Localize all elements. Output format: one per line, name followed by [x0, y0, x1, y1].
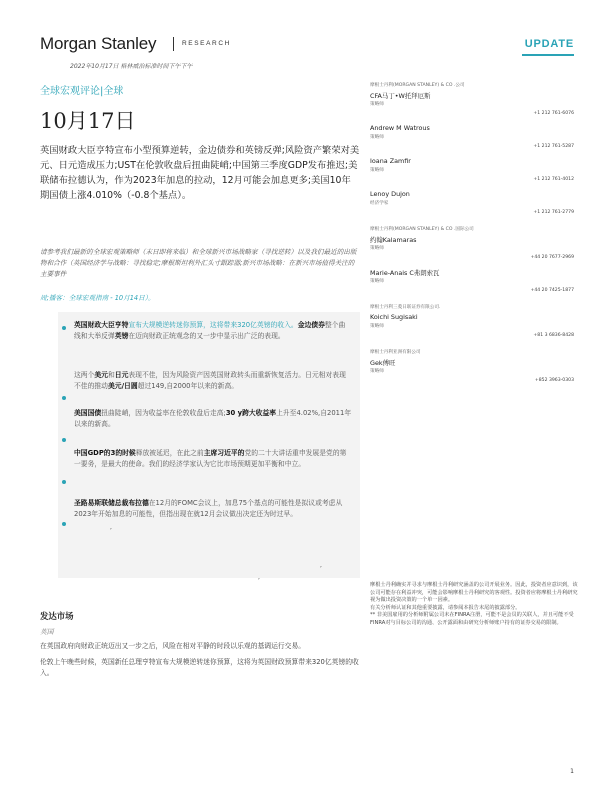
summary-text: 释放被延迟，在此之前: [135, 449, 204, 457]
analyst-phone: +1 212 761-4012: [533, 177, 574, 182]
section-heading: 发达市场: [40, 611, 74, 621]
bullet-column: [62, 312, 68, 578]
bold-term: 英镑: [114, 332, 129, 340]
summary-paragraph-china: [74, 448, 352, 470]
disclaimer-paragraph: 有关分析师认证和其他重要披露，请参阅本报告末尾的披露部分。: [370, 604, 521, 611]
title-block: [40, 82, 360, 203]
analyst-phone: +1 212 761-6076: [533, 111, 574, 116]
firm-name: 摩根士丹利亚洲有限公司: [370, 350, 421, 355]
analyst-entry: [370, 157, 574, 190]
stray-mark: ,: [320, 562, 322, 569]
analyst-role: 策略师: [370, 324, 384, 329]
stray-mark: ,: [110, 524, 112, 531]
analyst-phone: +44 20 7677-2969: [530, 255, 574, 260]
analyst-phone: +44 20 7425-1877: [530, 288, 574, 293]
analyst-name: Koichi Sugisaki: [370, 313, 418, 321]
bullet-icon: [62, 480, 66, 484]
headline: 英国财政大臣亨特宣布小型预算逆转，金边债券和英镑反弹;风险资产繁荣对美元、日元造成压力;UST在伦敦收盘后扭曲陡峭;中国第三季度GDP发布推迟;美联储布拉德认为，作为2023年加息的拉动，12月可能会加息更多;美国10年期国债上涨4.010%（-0.8个基点）。: [40, 145, 360, 201]
analyst-role: 经济学家: [370, 201, 389, 206]
bold-term: 圣路易斯联储总裁布拉德: [74, 499, 149, 507]
analyst-entry: [370, 235, 574, 268]
analyst-name: CFA马丁•W托拜厄斯: [370, 92, 431, 100]
analyst-role: 策略师: [370, 369, 384, 374]
summary-text: 党的二十大讲话重申发展是党的第一要务，是最大的使命。我们的经济学家认为它比市场预期更加平衡和中立。: [74, 449, 347, 468]
bullet-icon: [62, 396, 66, 400]
bold-term: 中国GDP的3的时候: [74, 449, 136, 457]
analyst-entry: [370, 268, 574, 301]
update-underline: [522, 54, 574, 56]
analyst-phone: +81 3 6836-8428: [533, 333, 574, 338]
summary-text: 整个曲线和大举反弹: [74, 321, 346, 340]
bold-term: 美国国债: [74, 409, 102, 417]
page-number: 1: [570, 768, 574, 775]
disclaimer-paragraph: 摩根士丹利确实并寻求与摩根士丹利研究涵盖的公司开展业务。因此，投资者应意识到，该公司可能存在利益冲突，可能会影响摩根士丹利研究的客观性。投资者应将摩根士丹利研究视为做出投资决策的一个单一因素。: [370, 582, 578, 603]
body-paragraph: 在英国政府向财政正统迈出又一步之后，风险在相对平静的时段以乐观的基调运行交易。: [40, 642, 306, 650]
summary-text: 上升至4.02%,自2011年以来的新高。: [74, 409, 352, 428]
report-date: 10月17日: [40, 109, 136, 133]
summary-paragraph-ust: [74, 408, 352, 430]
analyst-entry: [370, 190, 574, 223]
bold-term: 30 y跨大收益率: [225, 409, 277, 417]
bold-term: 金边债券: [297, 321, 325, 329]
summary-paragraph-uk: [74, 320, 352, 342]
podcast-link[interactable]: 周;播客：全球宏观指南 - 10月14日）。: [40, 294, 155, 302]
summary-text: 表现不佳，因为风险资产因英国财政转头而重新恢复活力。日元相对表现不佳的推动: [74, 371, 346, 390]
bold-term: 美元: [94, 371, 108, 379]
bold-term: 英国财政大臣亨特: [74, 321, 129, 329]
analyst-name: Ioana Zamfir: [370, 157, 411, 165]
summary-text: 在12月的FOMC会议上，加息75个基点的可能性是拟议或考虑从2023年开始加息的可能性，但指出现在就12月会议做出决定还为时过早。: [74, 499, 343, 518]
analyst-role: 策略师: [370, 246, 384, 251]
summary-paragraph-fed: [74, 498, 352, 520]
bold-term: 美元/日圆: [107, 382, 138, 390]
firm-name: 摩根士丹利(MORGAN STANLEY) & CO .公司: [370, 83, 465, 88]
disclaimer-paragraph: ** 非美国雇用的分析师附属公司未在FINRA注册，可能不是会员的关联人，并且可能不受FINRA对与目标公司的沟通、公开露面和由研究分析师账户持有的证券交易的限制。: [370, 612, 574, 626]
morgan-stanley-logo: Morgan Stanley: [40, 34, 157, 53]
analyst-role: 策略师: [370, 279, 384, 284]
bold-term: 日元: [114, 371, 129, 379]
inline-link[interactable]: 宣布大规模逆转迷你预算，这将带来320亿英镑的收入。: [128, 321, 298, 329]
logo-divider: [173, 37, 174, 51]
summary-text: 超过149,自2000年以来的新高。: [137, 382, 239, 390]
analyst-name: Gek傅旺: [370, 359, 396, 367]
summary-text: 这两个: [74, 371, 95, 379]
analyst-phone: +1 212 761-5287: [533, 144, 574, 149]
stray-mark: ,: [258, 574, 260, 581]
research-label: RESEARCH: [182, 40, 231, 47]
analyst-entry: [370, 313, 574, 346]
firm-name: 摩根士丹利三菱日联证券有限公司.: [370, 305, 441, 310]
bold-term: 主席习近平的: [203, 449, 245, 457]
developed-markets-section: [40, 610, 360, 679]
disclaimer: [370, 582, 580, 627]
summary-text: 和: [107, 371, 115, 379]
preamble-text: 请参考我们最新的全球宏观策略师（末日即将来临）和全球新兴市场战略家（寻找逆转）以及我们最近的出版物和合作（英国经济学与战略：寻找稳定;摩根斯坦利外汇头寸跟踪器;新兴市场战略：在新兴市场值得关注的主要事件: [40, 248, 357, 278]
update-badge: UPDATE: [524, 38, 574, 50]
analyst-phone: +1 212 761-2779: [533, 210, 574, 215]
bullet-icon: [62, 438, 66, 442]
analyst-phone: +852 3963-0303: [534, 378, 574, 383]
dateline: 2022年10月17日 格林威治标准时间下午下午: [70, 63, 193, 70]
analyst-role: 策略师: [370, 102, 384, 107]
body-paragraph: 伦敦上午晚些时候，英国新任总理亨特宣布大规模逆转迷你预算，这将为英国财政预算带来320亿英镑的收入。: [40, 658, 359, 677]
analyst-entry: [370, 358, 574, 391]
summary-text: 在迈向财政正统观念的又一步中显示出广泛的表现。: [128, 332, 285, 340]
analyst-role: 策略师: [370, 135, 384, 140]
analyst-role: 策略师: [370, 168, 384, 173]
summary-box: [58, 312, 360, 581]
analyst-entry: [370, 124, 574, 157]
summary-text: 扭曲陡峭，因为收益率在伦敦收盘后走高;: [101, 409, 226, 417]
report-header: [40, 34, 574, 58]
bullet-icon: [62, 522, 66, 526]
analyst-name: Lenoy Dujon: [370, 190, 410, 198]
firm-name: 摩根士丹利(MORGAN STANLEY) & CO .国际公司: [370, 227, 474, 232]
analyst-entry: [370, 91, 574, 124]
section-label: 全球宏观评论|全球: [40, 86, 124, 97]
section-subheading: 英国: [40, 628, 54, 636]
analyst-name: Andrew M Watrous: [370, 124, 430, 132]
analyst-column: [370, 82, 574, 391]
summary-paragraph-fx: [74, 370, 352, 392]
analyst-name: Marie-Anais C弗朗索瓦: [370, 269, 440, 277]
analyst-name: 约翰Kalamaras: [370, 236, 417, 244]
bullet-icon: [62, 326, 66, 330]
